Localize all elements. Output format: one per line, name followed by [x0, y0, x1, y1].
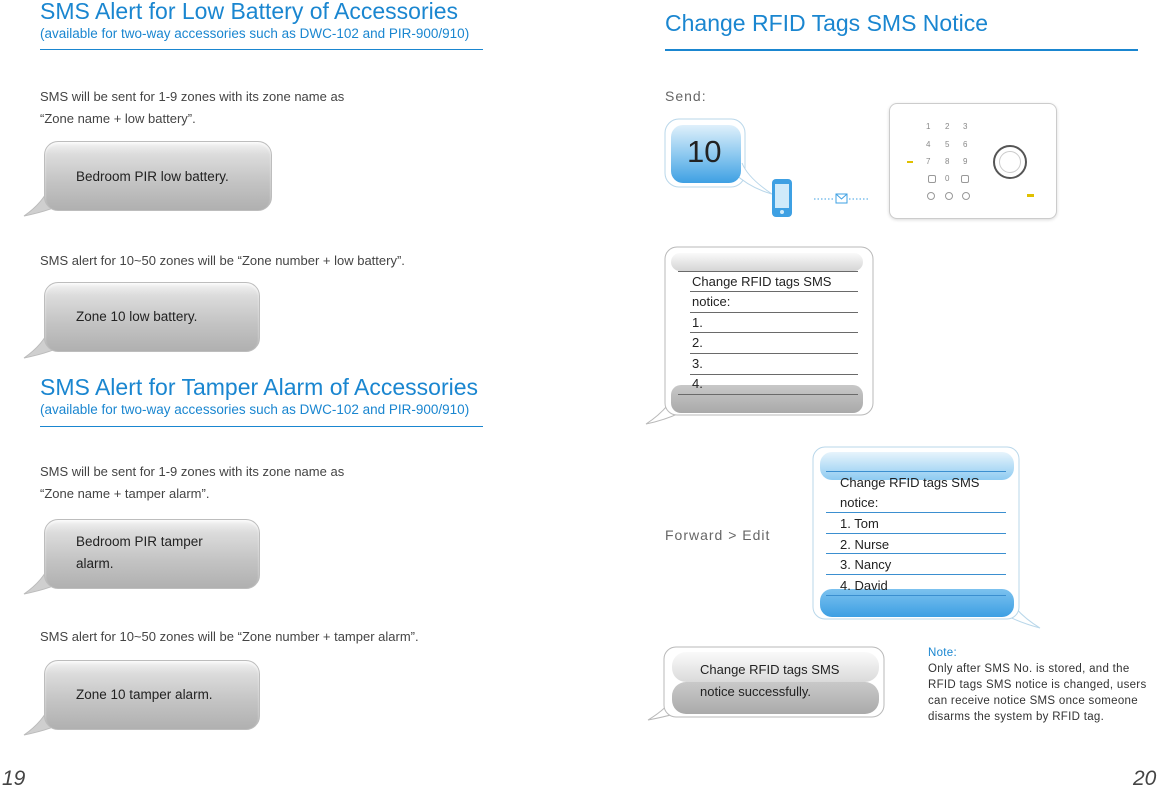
sms-bubble: Bedroom PIR tamper alarm. [44, 519, 260, 589]
sms-bubble: Bedroom PIR low battery. [44, 141, 272, 211]
paragraph: SMS alert for 10~50 zones will be “Zone number + low battery”. [40, 253, 405, 268]
sms-bubble: Zone 10 tamper alarm. [44, 660, 260, 730]
forward-label: Forward > Edit [665, 527, 771, 543]
sms-bubble: Zone 10 low battery. [44, 282, 260, 352]
reply-line: 3. [692, 356, 703, 371]
signal-icon [1027, 194, 1034, 197]
reply-line: 1. [692, 315, 703, 330]
key-icon [928, 175, 936, 183]
edit-line: 3. Nancy [840, 557, 892, 572]
alarm-panel: 1 2 3 4 5 6 7 8 9 0 [889, 103, 1057, 219]
page-number: 20 [1133, 767, 1157, 790]
rfid-reader [993, 145, 1027, 179]
status-led [907, 161, 913, 163]
page-number: 19 [2, 767, 26, 790]
home-icon [961, 175, 969, 183]
success-message: Change RFID tags SMS notice successfully. [700, 662, 840, 699]
edit-line: notice: [840, 495, 879, 510]
paragraph: SMS alert for 10~50 zones will be “Zone number + tamper alarm”. [40, 629, 419, 644]
divider [40, 426, 483, 427]
edit-line: 2. Nurse [840, 537, 890, 552]
edit-line: Change RFID tags SMS [840, 475, 980, 490]
divider [665, 49, 1138, 51]
reply-line: notice: [692, 294, 731, 309]
page-title: Change RFID Tags SMS Notice [665, 10, 988, 36]
send-label: Send: [665, 88, 707, 104]
divider [40, 49, 483, 50]
bubble-bottom-band [820, 589, 1014, 617]
paragraph: SMS will be sent for 1-9 zones with its zone name as “Zone name + tamper alarm”. [40, 464, 345, 501]
disarm-icon [945, 192, 953, 200]
reply-line: Change RFID tags SMS [692, 274, 832, 289]
section-title-tamper: SMS Alert for Tamper Alarm of Accessories [40, 374, 479, 400]
arm-icon [927, 192, 935, 200]
paragraph: SMS will be sent for 1-9 zones with its zone name as “Zone name + low battery”. [40, 89, 345, 126]
envelope-icon [812, 192, 872, 206]
section-subtitle-tamper: (available for two-way accessories such as DWC-102 and PIR-900/910) [40, 402, 470, 417]
note-title: Note: [928, 647, 957, 659]
section-subtitle-low-battery: (available for two-way accessories such as DWC-102 and PIR-900/910) [40, 26, 470, 41]
phone-icon [771, 178, 793, 218]
section-title-low-battery: SMS Alert for Low Battery of Accessories [40, 0, 458, 24]
edit-line: 4. David [840, 578, 888, 593]
note-text: Only after SMS No. is stored, and the RFID tags SMS notice is changed, users can receive notice SMS once someone disarms the system by RFID tag. [928, 663, 1147, 723]
bubble-top-band [671, 253, 863, 271]
send-code: 10 [687, 134, 722, 169]
reply-line: 2. [692, 335, 703, 350]
sos-icon [962, 192, 970, 200]
edit-line: 1. Tom [840, 516, 879, 531]
reply-line: 4. [692, 376, 703, 391]
